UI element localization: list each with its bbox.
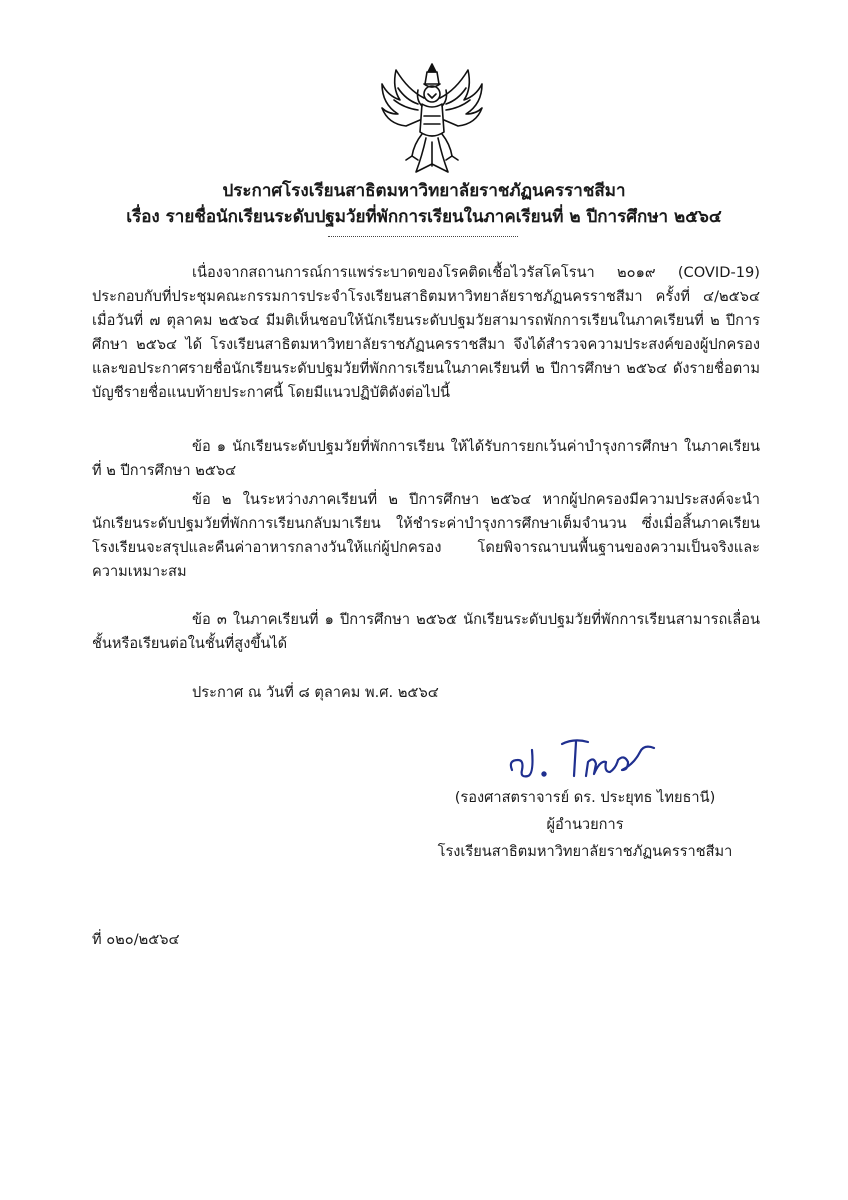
announcement-title: ประกาศโรงเรียนสาธิตมหาวิทยาลัยราชภัฏนครราชสีมา	[222, 181, 626, 201]
signer-name: (รองศาสตราจารย์ ดร. ประยุทธ ไทยธานี)	[454, 789, 716, 806]
clause-3: ข้อ ๓ ในภาคเรียนที่ ๑ ปีการศึกษา ๒๕๖๕ นักเรียนระดับปฐมวัยที่พักการเรียนสามารถเลื่อนชั้นหรือเรียนต่อในชั้นที่สูงขึ้นได้	[92, 611, 760, 652]
signature-block	[430, 784, 740, 865]
reference-number: ที่ ๐๒๐/๒๕๖๔	[92, 931, 180, 948]
signer-organization: โรงเรียนสาธิตมหาวิทยาลัยราชภัฏนครราชสีมา	[437, 843, 733, 860]
dotted-divider	[328, 236, 518, 237]
clause-2: ข้อ ๒ ในระหว่างภาคเรียนที่ ๒ ปีการศึกษา ๒๕๖๔ หากผู้ปกครองมีความประสงค์จะนำนักเรียนระดับปฐมวัยที่พักการเรียนกลับมาเรียน ให้ชำระค่าบำรุงการศึกษาเต็มจำนวน ซึ่งเมื่อสิ้นภาคเรียนโรงเรียนจะสรุปและคืนค่าอาหารกลางวันให้แก่ผู้ปกครอง โดยพิจารณาบนพื้นฐานของความเป็นจริงและความเหมาะสม	[92, 491, 760, 580]
announcement-date: ประกาศ ณ วันที่ ๘ ตุลาคม พ.ศ. ๒๕๖๔	[192, 684, 439, 701]
announcement-subject: เรื่อง รายชื่อนักเรียนระดับปฐมวัยที่พักการเรียนในภาคเรียนที่ ๒ ปีการศึกษา ๒๕๖๔	[126, 207, 722, 227]
garuda-emblem-icon	[378, 60, 486, 178]
intro-paragraph: เนื่องจากสถานการณ์การแพร่ระบาดของโรคติดเชื้อไวรัสโคโรนา ๒๐๑๙ (COVID-19) ประกอบกับที่ประชุมคณะกรรมการประจำโรงเรียนสาธิตมหาวิทยาลัยราชภัฏนครราชสีมา ครั้งที่ ๔/๒๕๖๔ เมื่อวันที่ ๗ ตุลาคม ๒๕๖๔ มีมติเห็นชอบให้นักเรียนระดับปฐมวัยสามารถพักการเรียนในภาคเรียนที่ ๒ ปีการศึกษา ๒๕๖๔ ได้ โรงเรียนสาธิตมหาวิทยาลัยราชภัฏนครราชสีมา จึงได้สำรวจความประสงค์ของผู้ปกครองและขอประกาศรายชื่อนักเรียนระดับปฐมวัยที่พักการเรียนในภาคเรียนที่ ๒ ปีการศึกษา ๒๕๖๔ ดังรายชื่อตามบัญชีรายชื่อแนบท้ายประกาศนี้ โดยมีแนวปฏิบัติดังต่อไปนี้	[92, 264, 760, 401]
signer-position: ผู้อำนวยการ	[546, 816, 624, 833]
clause-1: ข้อ ๑ นักเรียนระดับปฐมวัยที่พักการเรียน ให้ได้รับการยกเว้นค่าบำรุงการศึกษา ในภาคเรียนที่ ๒ ปีการศึกษา ๒๕๖๔	[92, 438, 760, 479]
handwritten-signature-icon	[504, 730, 664, 786]
